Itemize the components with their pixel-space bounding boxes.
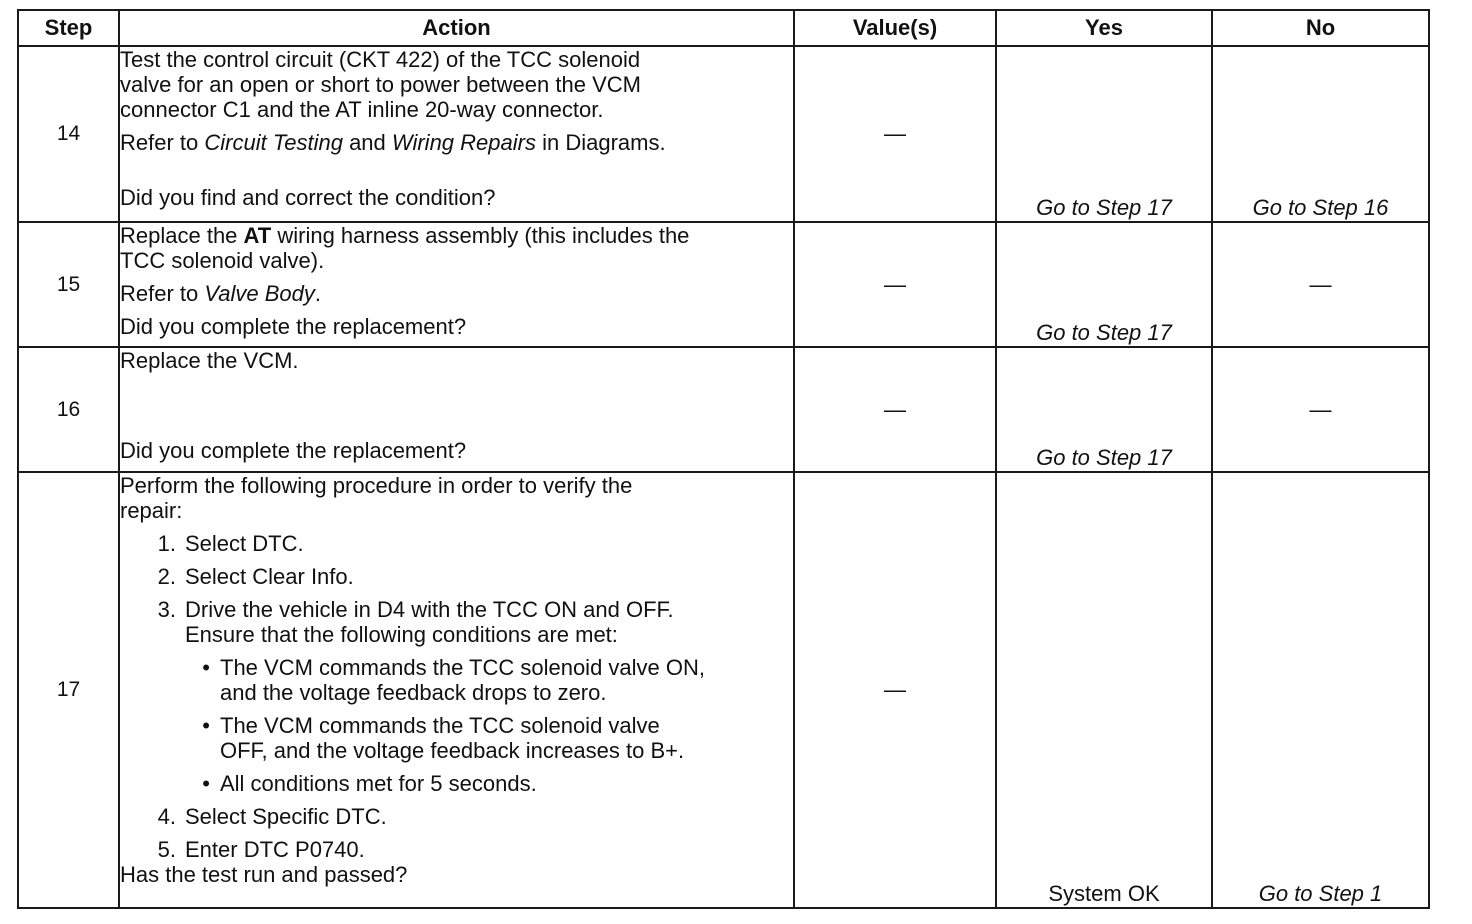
action-cell	[119, 222, 794, 347]
no-result: Go to Step 1	[1258, 881, 1383, 906]
bullet-text-line: OFF, and the voltage feedback increases to B+.	[220, 738, 685, 763]
bullet-text	[220, 713, 684, 763]
action-text-suffix: wiring harness assembly (this includes the	[271, 223, 690, 248]
header-action: Action	[119, 10, 794, 46]
refer-suffix: .	[314, 281, 321, 306]
refer-prefix: Refer to	[120, 130, 205, 155]
action-text: TCC solenoid valve).	[120, 248, 325, 273]
no-cell: —	[1212, 347, 1429, 472]
action-cell	[119, 472, 794, 908]
bullet-item	[120, 655, 793, 705]
bullet-text	[220, 655, 705, 705]
refer-suffix: in Diagrams.	[535, 130, 666, 155]
bullet-item	[120, 713, 793, 763]
action-question: Did you find and correct the condition?	[120, 185, 496, 210]
action-text: Test the control circuit (CKT 422) of the TCC solenoid	[120, 47, 641, 72]
table-row-step-17	[18, 472, 1429, 908]
step-number: 15	[18, 222, 119, 347]
bullet-text-line: The VCM commands the TCC solenoid valve	[220, 713, 660, 738]
refer-line	[120, 130, 793, 155]
action-text: valve for an open or short to power between the VCM	[120, 72, 641, 97]
header-no: No	[1212, 10, 1429, 46]
header-step: Step	[18, 10, 119, 46]
yes-result: Go to Step 17	[1036, 445, 1172, 470]
yes-cell	[996, 222, 1212, 347]
action-text: repair:	[120, 498, 183, 523]
table-row-step-16	[18, 347, 1429, 472]
yes-result: Go to Step 17	[1036, 320, 1172, 345]
refer-prefix: Refer to	[120, 281, 205, 306]
list-number: 1.	[157, 531, 176, 556]
list-item	[120, 564, 793, 589]
action-question: Did you complete the replacement?	[120, 314, 467, 339]
refer-and: and	[342, 130, 392, 155]
yes-cell	[996, 46, 1212, 222]
bullet-icon: •	[202, 655, 210, 680]
list-text: Select Clear Info.	[185, 564, 354, 589]
action-text-prefix: Replace the	[120, 223, 244, 248]
refer-line	[120, 281, 793, 306]
action-text: connector C1 and the AT inline 20-way connector.	[120, 97, 604, 122]
no-cell	[1212, 46, 1429, 222]
refer-link-wiring-repairs: Wiring Repairs	[391, 130, 536, 155]
bullet-item	[120, 771, 793, 796]
step-number: 14	[18, 46, 119, 222]
value-cell: —	[794, 472, 996, 908]
yes-result: Go to Step 17	[1036, 195, 1172, 220]
value-cell: —	[794, 347, 996, 472]
list-item	[120, 837, 793, 862]
action-text: Replace the VCM.	[120, 348, 299, 373]
no-cell	[1212, 472, 1429, 908]
action-cell	[119, 347, 794, 472]
list-number: 4.	[157, 804, 176, 829]
value-cell: —	[794, 222, 996, 347]
yes-cell: System OK	[996, 472, 1212, 908]
bullet-icon: •	[202, 713, 210, 738]
list-item	[120, 597, 793, 647]
header-row	[18, 10, 1429, 46]
list-number: 5.	[157, 837, 176, 862]
action-question: Did you complete the replacement?	[120, 438, 467, 463]
action-text	[120, 223, 793, 248]
header-values: Value(s)	[794, 10, 996, 46]
step-number: 16	[18, 347, 119, 472]
yes-cell	[996, 347, 1212, 472]
list-item	[120, 804, 793, 829]
action-text-bold: AT	[243, 223, 272, 248]
list-text: Select Specific DTC.	[185, 804, 387, 829]
bullet-icon: •	[202, 771, 210, 796]
list-text: Enter DTC P0740.	[185, 837, 365, 862]
list-number: 3.	[157, 597, 176, 622]
header-yes: Yes	[996, 10, 1212, 46]
no-cell: —	[1212, 222, 1429, 347]
list-text	[185, 597, 674, 647]
refer-link-valve-body: Valve Body	[204, 281, 315, 306]
list-text-line: Drive the vehicle in D4 with the TCC ON and OFF.	[185, 597, 674, 622]
diagnostic-table	[17, 9, 1430, 909]
refer-link-circuit-testing: Circuit Testing	[204, 130, 343, 155]
list-number: 2.	[157, 564, 176, 589]
action-text: Perform the following procedure in order to verify the	[120, 473, 633, 498]
action-question: Has the test run and passed?	[120, 862, 408, 887]
bullet-text-line: The VCM commands the TCC solenoid valve ON,	[220, 655, 705, 680]
list-item	[120, 531, 793, 556]
action-cell	[119, 46, 794, 222]
no-result: Go to Step 16	[1252, 195, 1389, 220]
value-cell: —	[794, 46, 996, 222]
table-row-step-14	[18, 46, 1429, 222]
list-text: Select DTC.	[185, 531, 304, 556]
bullet-text: All conditions met for 5 seconds.	[220, 771, 537, 796]
bullet-text-line: and the voltage feedback drops to zero.	[220, 680, 607, 705]
step-number: 17	[18, 472, 119, 908]
table-row-step-15	[18, 222, 1429, 347]
list-text-line: Ensure that the following conditions are met:	[185, 622, 618, 647]
